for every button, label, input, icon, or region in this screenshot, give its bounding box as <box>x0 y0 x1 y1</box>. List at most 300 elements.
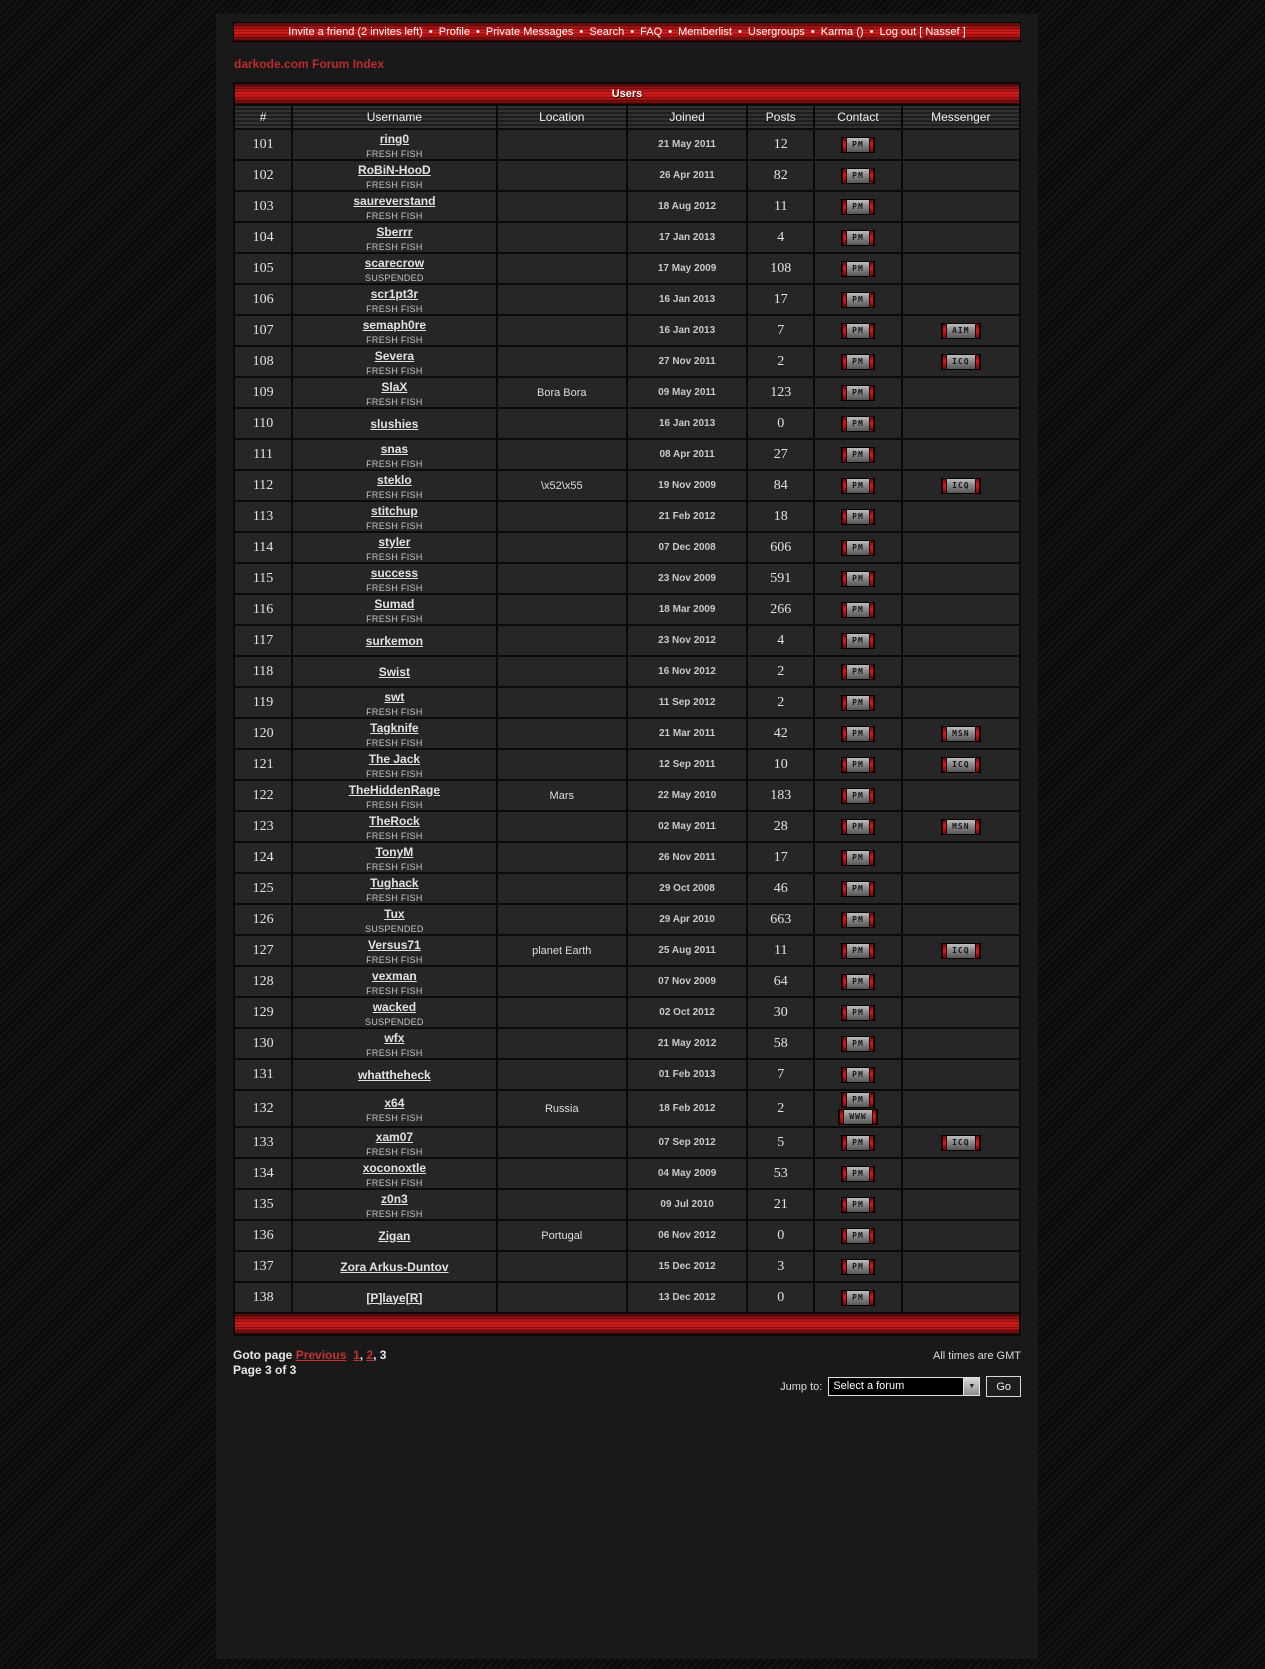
username-link[interactable]: scr1pt3r <box>370 287 419 301</box>
goto-page-label: Goto page <box>233 1348 293 1362</box>
contact-cell <box>814 656 901 687</box>
red-cap <box>869 944 874 958</box>
messenger-cell <box>902 966 1020 997</box>
red-cap <box>869 665 874 679</box>
nav-link[interactable]: FAQ <box>640 26 663 38</box>
chip-label: PM <box>847 200 869 214</box>
red-cap <box>869 541 874 555</box>
joined-cell: 07 Nov 2009 <box>627 966 747 997</box>
pm-button[interactable] <box>841 943 875 959</box>
user-number-cell: 130 <box>234 1028 292 1059</box>
joined-cell: 13 Dec 2012 <box>627 1282 747 1313</box>
pm-button[interactable] <box>841 850 875 866</box>
user-rank: FRESH FISH <box>366 1178 423 1188</box>
user-rank: FRESH FISH <box>366 862 423 872</box>
pm-button[interactable] <box>841 137 875 153</box>
messenger-cell <box>902 997 1020 1028</box>
nav-separator: • <box>576 26 587 38</box>
posts-cell: 12 <box>747 129 814 160</box>
chip-label: PM <box>847 634 869 648</box>
chip-label: PM <box>847 665 869 679</box>
icq-button[interactable] <box>941 354 980 370</box>
pm-button[interactable] <box>841 1197 875 1213</box>
table-row <box>234 1158 1020 1189</box>
joined-cell: 18 Aug 2012 <box>627 191 747 222</box>
nav-link[interactable]: Log out [ Nassef ] <box>879 26 966 38</box>
pm-button[interactable] <box>841 509 875 525</box>
messenger-cell <box>902 1282 1020 1313</box>
posts-cell: 123 <box>747 377 814 408</box>
messenger-cell <box>902 191 1020 222</box>
user-number-cell: 125 <box>234 873 292 904</box>
table-row <box>234 377 1020 408</box>
contact-cell <box>814 1251 901 1282</box>
pm-button[interactable] <box>841 602 875 618</box>
username-link[interactable]: wfx <box>384 1031 405 1045</box>
chip-label: PM <box>847 293 869 307</box>
icq-button[interactable] <box>941 943 980 959</box>
chip-label: ICQ <box>947 355 974 369</box>
user-number-cell: 108 <box>234 346 292 377</box>
table-row <box>234 1251 1020 1282</box>
user-number-cell: 120 <box>234 718 292 749</box>
user-rank: FRESH FISH <box>366 583 423 593</box>
location-cell <box>497 253 627 284</box>
user-number-cell: 135 <box>234 1189 292 1220</box>
table-row <box>234 687 1020 718</box>
chip-label: PM <box>847 1037 869 1051</box>
messenger-cell <box>902 811 1020 842</box>
location-cell: Portugal <box>497 1220 627 1251</box>
joined-cell: 21 Mar 2011 <box>627 718 747 749</box>
location-cell <box>497 408 627 439</box>
table-row <box>234 501 1020 532</box>
posts-cell: 2 <box>747 1090 814 1127</box>
username-link[interactable]: Sberrr <box>376 225 413 239</box>
posts-cell: 7 <box>747 1059 814 1090</box>
posts-cell: 64 <box>747 966 814 997</box>
nav-link[interactable]: Usergroups <box>747 26 805 38</box>
pm-button[interactable] <box>841 1036 875 1052</box>
chip-label: PM <box>847 1167 869 1181</box>
contact-cell <box>814 749 901 780</box>
username-link[interactable]: TheHiddenRage <box>348 783 441 797</box>
nav-link[interactable]: Search <box>589 26 625 38</box>
messenger-cell <box>902 439 1020 470</box>
pm-button[interactable] <box>841 1135 875 1151</box>
red-cap <box>869 293 874 307</box>
nav-link[interactable]: Invite a friend (2 invites left) <box>288 26 423 38</box>
joined-cell: 02 May 2011 <box>627 811 747 842</box>
posts-cell: 18 <box>747 501 814 532</box>
table-row <box>234 904 1020 935</box>
pm-button[interactable] <box>841 788 875 804</box>
user-number-cell: 128 <box>234 966 292 997</box>
messenger-cell <box>902 253 1020 284</box>
posts-cell: 42 <box>747 718 814 749</box>
location-cell <box>497 997 627 1028</box>
location-cell <box>497 873 627 904</box>
nav-link[interactable]: Memberlist <box>678 26 732 38</box>
messenger-cell <box>902 687 1020 718</box>
red-cap <box>869 1167 874 1181</box>
username-link[interactable]: vexman <box>372 969 417 983</box>
location-cell <box>497 966 627 997</box>
table-row <box>234 315 1020 346</box>
chip-label: ICQ <box>947 758 974 772</box>
posts-cell: 53 <box>747 1158 814 1189</box>
username-link[interactable]: SlaX <box>381 380 408 394</box>
chip-label: PM <box>847 386 869 400</box>
pm-button[interactable] <box>841 881 875 897</box>
contact-cell <box>814 873 901 904</box>
table-row <box>234 191 1020 222</box>
user-rank: SUSPENDED <box>365 924 424 934</box>
nav-link[interactable]: Private Messages <box>485 26 574 38</box>
chip-label: PM <box>847 1291 869 1305</box>
table-footer-bar <box>234 1313 1020 1335</box>
posts-cell: 2 <box>747 656 814 687</box>
user-number-cell: 111 <box>234 439 292 470</box>
user-number-cell: 133 <box>234 1127 292 1158</box>
location-cell <box>497 191 627 222</box>
joined-cell: 16 Nov 2012 <box>627 656 747 687</box>
chip-label: MSN <box>947 727 974 741</box>
chip-label: PM <box>847 882 869 896</box>
pm-button[interactable] <box>841 199 875 215</box>
chip-label: PM <box>847 541 869 555</box>
messenger-cell <box>902 842 1020 873</box>
previous-page-link[interactable]: Previous <box>295 1348 347 1362</box>
messenger-cell <box>902 284 1020 315</box>
user-number-cell: 104 <box>234 222 292 253</box>
location-cell <box>497 501 627 532</box>
red-cap <box>869 758 874 772</box>
posts-cell: 10 <box>747 749 814 780</box>
user-rank: FRESH FISH <box>366 707 423 717</box>
table-row <box>234 594 1020 625</box>
contact-cell <box>814 501 901 532</box>
user-rank: FRESH FISH <box>366 831 423 841</box>
table-row <box>234 160 1020 191</box>
msn-button[interactable] <box>941 819 980 835</box>
contact-cell <box>814 718 901 749</box>
location-cell <box>497 160 627 191</box>
username-link[interactable]: stitchup <box>371 504 418 518</box>
chip-label: PM <box>847 231 869 245</box>
username-link[interactable]: Zora Arkus-Duntov <box>340 1259 449 1274</box>
location-cell: planet Earth <box>497 935 627 966</box>
pm-button[interactable] <box>841 571 875 587</box>
messenger-cell <box>902 1189 1020 1220</box>
joined-cell: 18 Mar 2009 <box>627 594 747 625</box>
pm-button[interactable] <box>841 261 875 277</box>
user-rank: FRESH FISH <box>366 769 423 779</box>
red-cap <box>869 479 874 493</box>
contact-cell <box>814 966 901 997</box>
contact-cell <box>814 1059 901 1090</box>
username-link[interactable]: Zigan <box>378 1228 411 1243</box>
page-link-2[interactable]: 2 <box>366 1348 374 1362</box>
pm-button[interactable] <box>841 323 875 339</box>
column-header-joined: Joined <box>627 105 747 129</box>
pm-button[interactable] <box>841 1005 875 1021</box>
location-cell <box>497 129 627 160</box>
location-cell <box>497 718 627 749</box>
username-link[interactable]: swt <box>384 690 405 704</box>
contact-cell <box>814 284 901 315</box>
posts-cell: 82 <box>747 160 814 191</box>
posts-cell: 58 <box>747 1028 814 1059</box>
nav-separator: • <box>472 26 483 38</box>
user-number-cell: 101 <box>234 129 292 160</box>
username-link[interactable]: scarecrow <box>364 256 425 270</box>
posts-cell: 7 <box>747 315 814 346</box>
pm-button[interactable] <box>841 912 875 928</box>
table-row <box>234 408 1020 439</box>
chip-label: PM <box>847 355 869 369</box>
forum-select[interactable] <box>828 1377 980 1396</box>
users-table <box>233 82 1021 1336</box>
user-number-cell: 117 <box>234 625 292 656</box>
pm-button[interactable] <box>841 757 875 773</box>
username-link[interactable]: Tux <box>384 907 405 921</box>
username-link[interactable]: whattheheck <box>358 1067 431 1082</box>
posts-cell: 11 <box>747 191 814 222</box>
chip-label: PM <box>847 1093 869 1107</box>
joined-cell: 16 Jan 2013 <box>627 315 747 346</box>
joined-cell: 17 Jan 2013 <box>627 222 747 253</box>
nav-link[interactable]: Profile <box>438 26 470 38</box>
table-row <box>234 873 1020 904</box>
pm-button[interactable] <box>841 230 875 246</box>
contact-cell <box>814 191 901 222</box>
contact-cell <box>814 222 901 253</box>
column-header-posts: Posts <box>747 105 814 129</box>
go-button[interactable]: Go <box>986 1376 1021 1397</box>
table-row <box>234 625 1020 656</box>
username-link[interactable]: success <box>370 566 419 580</box>
pm-button[interactable] <box>841 168 875 184</box>
pm-button[interactable] <box>841 1228 875 1244</box>
username-link[interactable]: snas <box>380 442 409 456</box>
joined-cell: 26 Nov 2011 <box>627 842 747 873</box>
username-link[interactable]: [P]laye[R] <box>366 1290 423 1305</box>
pm-button[interactable] <box>841 354 875 370</box>
joined-cell: 12 Sep 2011 <box>627 749 747 780</box>
posts-cell: 46 <box>747 873 814 904</box>
red-cap <box>869 913 874 927</box>
username-link[interactable]: semaph0re <box>362 318 427 332</box>
contact-cell <box>814 1282 901 1313</box>
username-link[interactable]: Tagknife <box>370 721 419 735</box>
user-rank: FRESH FISH <box>366 304 423 314</box>
contact-cell <box>814 687 901 718</box>
posts-cell: 84 <box>747 470 814 501</box>
username-link[interactable]: x64 <box>384 1096 405 1110</box>
red-cap <box>975 479 980 493</box>
icq-button[interactable] <box>941 1135 980 1151</box>
username-link[interactable]: saureverstand <box>353 194 436 208</box>
user-number-cell: 132 <box>234 1090 292 1127</box>
red-cap <box>869 510 874 524</box>
pm-button[interactable] <box>841 1290 875 1306</box>
username-link[interactable]: TheRock <box>369 814 420 828</box>
pm-button[interactable] <box>841 974 875 990</box>
pm-button[interactable] <box>841 819 875 835</box>
messenger-cell <box>902 780 1020 811</box>
contact-cell <box>814 997 901 1028</box>
posts-cell: 0 <box>747 1220 814 1251</box>
red-cap <box>975 758 980 772</box>
table-row <box>234 842 1020 873</box>
posts-cell: 0 <box>747 1282 814 1313</box>
username-link[interactable]: surkemon <box>365 633 424 648</box>
current-page: 3 <box>379 1348 387 1362</box>
aim-button[interactable] <box>941 323 980 339</box>
user-rank: FRESH FISH <box>366 149 423 159</box>
username-link[interactable]: Versus71 <box>368 938 421 952</box>
user-number-cell: 106 <box>234 284 292 315</box>
location-cell <box>497 656 627 687</box>
username-link[interactable]: slushies <box>370 416 419 431</box>
table-row <box>234 1220 1020 1251</box>
pm-button[interactable] <box>841 633 875 649</box>
chip-label: MSN <box>947 820 974 834</box>
user-rank: FRESH FISH <box>366 800 423 810</box>
location-cell <box>497 1158 627 1189</box>
pm-button[interactable] <box>841 385 875 401</box>
red-cap <box>869 820 874 834</box>
location-cell <box>497 1127 627 1158</box>
nav-link[interactable]: Karma () <box>820 26 864 38</box>
posts-cell: 266 <box>747 594 814 625</box>
contact-cell <box>814 1189 901 1220</box>
contact-cell <box>814 1028 901 1059</box>
pm-button[interactable] <box>841 1259 875 1275</box>
messenger-cell <box>902 408 1020 439</box>
user-rank: FRESH FISH <box>366 1048 423 1058</box>
red-cap <box>869 634 874 648</box>
red-cap <box>975 324 980 338</box>
username-link[interactable]: Tughack <box>370 876 419 890</box>
joined-cell: 09 Jul 2010 <box>627 1189 747 1220</box>
location-cell <box>497 563 627 594</box>
icq-button[interactable] <box>941 757 980 773</box>
username-link[interactable]: RoBiN-HooD <box>358 163 431 177</box>
username-link[interactable]: Severa <box>374 349 415 363</box>
messenger-cell <box>902 594 1020 625</box>
msn-button[interactable] <box>941 726 980 742</box>
username-link[interactable]: Sumad <box>374 597 415 611</box>
username-link[interactable]: styler <box>378 535 411 549</box>
red-cap <box>975 944 980 958</box>
pm-button[interactable] <box>841 695 875 711</box>
icq-button[interactable] <box>941 478 980 494</box>
user-rank: FRESH FISH <box>366 521 423 531</box>
user-number-cell: 105 <box>234 253 292 284</box>
pm-button[interactable] <box>841 664 875 680</box>
username-link[interactable]: xam07 <box>375 1130 414 1144</box>
table-row <box>234 563 1020 594</box>
messenger-cell <box>902 1090 1020 1127</box>
chip-label: PM <box>847 479 869 493</box>
table-row <box>234 346 1020 377</box>
posts-cell: 17 <box>747 842 814 873</box>
contact-cell <box>814 1220 901 1251</box>
username-link[interactable]: TonyM <box>375 845 414 859</box>
messenger-cell <box>902 501 1020 532</box>
messenger-cell <box>902 470 1020 501</box>
pm-button[interactable] <box>841 1092 875 1108</box>
pm-button[interactable] <box>841 540 875 556</box>
location-cell <box>497 222 627 253</box>
messenger-cell <box>902 315 1020 346</box>
red-cap <box>872 1110 877 1124</box>
red-cap <box>869 696 874 710</box>
username-link[interactable]: The Jack <box>368 752 421 766</box>
joined-cell: 08 Apr 2011 <box>627 439 747 470</box>
username-link[interactable]: z0n3 <box>381 1192 408 1206</box>
pm-button[interactable] <box>841 726 875 742</box>
joined-cell: 09 May 2011 <box>627 377 747 408</box>
messenger-cell <box>902 1028 1020 1059</box>
user-number-cell: 138 <box>234 1282 292 1313</box>
user-number-cell: 102 <box>234 160 292 191</box>
username-link[interactable]: Swist <box>378 664 411 679</box>
location-cell <box>497 1059 627 1090</box>
posts-cell: 3 <box>747 1251 814 1282</box>
username-link[interactable]: xoconoxtle <box>362 1161 427 1175</box>
www-button[interactable] <box>838 1109 877 1125</box>
user-number-cell: 137 <box>234 1251 292 1282</box>
pm-button[interactable] <box>841 478 875 494</box>
user-number-cell: 113 <box>234 501 292 532</box>
table-row <box>234 532 1020 563</box>
pm-button[interactable] <box>841 1067 875 1083</box>
pm-button[interactable] <box>841 447 875 463</box>
red-cap <box>869 262 874 276</box>
table-row <box>234 253 1020 284</box>
location-cell <box>497 532 627 563</box>
user-number-cell: 122 <box>234 780 292 811</box>
chip-label: PM <box>847 324 869 338</box>
location-cell: Mars <box>497 780 627 811</box>
page-link-1[interactable]: 1 <box>353 1348 360 1362</box>
contact-cell <box>814 1127 901 1158</box>
chip-label: PM <box>847 1229 869 1243</box>
username-link[interactable]: ring0 <box>379 132 410 146</box>
username-link[interactable]: wacked <box>372 1000 417 1014</box>
breadcrumb[interactable]: darkode.com Forum Index <box>234 57 385 71</box>
red-cap <box>869 572 874 586</box>
pm-button[interactable] <box>841 1166 875 1182</box>
table-row <box>234 749 1020 780</box>
red-cap <box>975 820 980 834</box>
posts-cell: 11 <box>747 935 814 966</box>
table-title: Users <box>234 83 1020 105</box>
user-number-cell: 118 <box>234 656 292 687</box>
username-link[interactable]: steklo <box>377 473 412 487</box>
column-header-location: Location <box>497 105 627 129</box>
joined-cell: 29 Oct 2008 <box>627 873 747 904</box>
messenger-cell <box>902 873 1020 904</box>
nav-separator: • <box>665 26 676 38</box>
pm-button[interactable] <box>841 292 875 308</box>
posts-cell: 606 <box>747 532 814 563</box>
table-row <box>234 997 1020 1028</box>
pm-button[interactable] <box>841 416 875 432</box>
